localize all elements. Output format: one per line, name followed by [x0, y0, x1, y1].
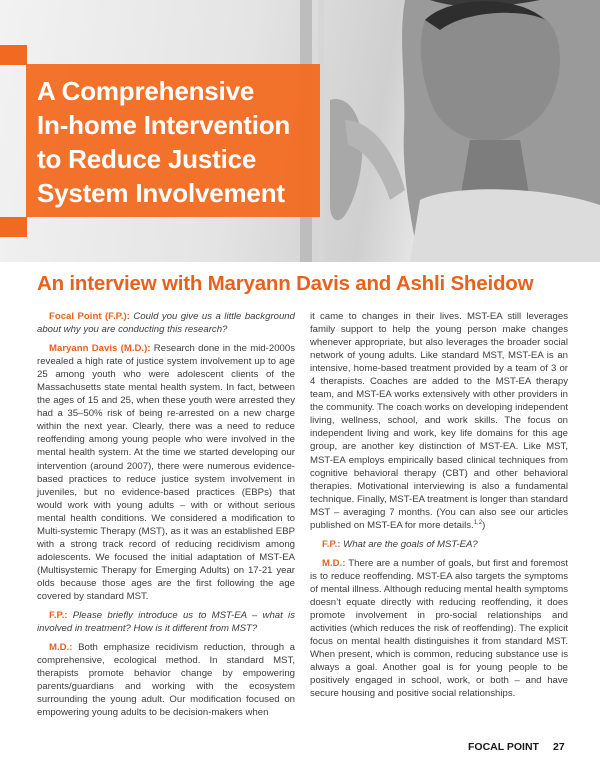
- paragraph: [310, 557, 568, 701]
- answer-text: Both emphasize recidivism reduction, through a comprehensive, ecological method. In standard MST, therapists promote behavior change by empowering parents/guardians and working with the ecosystem surrounding the young adult. Our modification focused on empowering young adults to be decision-makers when: [37, 642, 295, 719]
- page-footer: [468, 741, 565, 753]
- question-text: Please briefly introduce us to MST-EA – what is involved in treatment? How is it different from MST?: [37, 610, 295, 635]
- closing-paren: ): [482, 519, 486, 531]
- question-text: What are the goals of MST-EA?: [340, 538, 478, 550]
- page-number: 27: [552, 741, 565, 753]
- paragraph-continuation: [310, 310, 568, 532]
- speaker-label: M.D.:: [322, 557, 346, 569]
- title-line-4: System Involvement: [37, 178, 285, 208]
- speaker-label: M.D.:: [49, 642, 73, 654]
- citation-superscript: 1,2: [473, 519, 483, 526]
- speaker-label: Focal Point (F.P.):: [49, 311, 130, 322]
- paragraph: [37, 609, 295, 635]
- answer-text: Research done in the mid-2000s revealed a high rate of justice system involvement up to age 25 among youth who were adolescent clients of the Massachusetts state mental health system. In fact, between the ages of 15 and 25, when these youth were arrested they had a 35–50% risk of being re-arrested on a new charge within the next year. Clearly, there was a need to reduce reoffending among young people who were involved in the mental health system. At the time we started developing our intervention (around 2007), there were numerous evidence-based practices to reduce justice system involvement in juveniles, but no evidence-based practices (EBPs) that would work with young adults – with or without serious mental health conditions. We considered a modification to Multi-systemic Therapy (MST), as it was an established EBP with a strong track record of reducing recidivism among adolescents. We focused the initial adaptation of MST-EA (Multisystemic Therapy for Emerging Adults) on 17-21 year olds because those ages are the first following the age covered by standard MST.: [37, 343, 295, 602]
- paragraph: [37, 641, 295, 719]
- left-column: [37, 310, 295, 725]
- answer-text: There are a number of goals, but first and foremost is to reduce reoffending. MST-EA also targets the symptoms of mental illness. Although reducing mental health symptoms doesn’t equate directly with reducing reoffending, it does promote involvement in pro-social relationships and activities (which reduces the risk of reoffending). The explicit focus on mental health distinguishes it from standard MST. When present, which is common, reducing substance use is always a goal. Another goal is for young people to be positively engaged in school, work, or both – and have secure housing and positive social relationships.: [310, 557, 568, 700]
- speaker-label: F.P.:: [322, 538, 341, 550]
- speaker-label: F.P.:: [49, 610, 68, 622]
- paragraph: [37, 310, 295, 336]
- paragraph: [37, 342, 295, 603]
- accent-bar-top: [0, 45, 27, 65]
- answer-text: it came to changes in their lives. MST-EA still leverages family support to help the young person make changes whenever appropriate, but also leverages the broader social network of young adults. Like standard MST, MST-EA is an intensive, home-based treatment provided by a team of 3 or 4 therapists. Coaches are added to the MST-EA therapy team, and MST-EA works extensively with other providers in the community. The coach works on developing independent living, wellness, school, and work skills. The focus on independent living and work, key life domains for this age group, are another key distinction of MST-EA. Like MST, MST-EA employs empirically based clinical techniques from cognitive behavioral therapy (CBT) and other behavioral therapies. Motivational interviewing is also a fundamental technique. Finally, MST-EA treatment is longer than standard MST – averaging 7 months. (You can also see our articles published on MST-EA for more details.: [310, 311, 568, 531]
- title-line-2: In-home Intervention: [37, 110, 291, 140]
- accent-bar-bottom: [0, 217, 27, 237]
- speaker-label: Maryann Davis (M.D.):: [49, 343, 151, 355]
- question-text: Could you give us a little background about why you are conducting this research?: [37, 311, 295, 336]
- title-line-3: to Reduce Justice: [37, 144, 257, 174]
- title-line-1: A Comprehensive: [37, 76, 255, 106]
- title-box: [26, 64, 320, 217]
- right-column: [310, 310, 568, 706]
- paragraph: [310, 538, 568, 551]
- publication-name: FOCAL POINT: [468, 741, 539, 753]
- article-subtitle: An interview with Maryann Davis and Ashli Sheidow: [37, 272, 534, 295]
